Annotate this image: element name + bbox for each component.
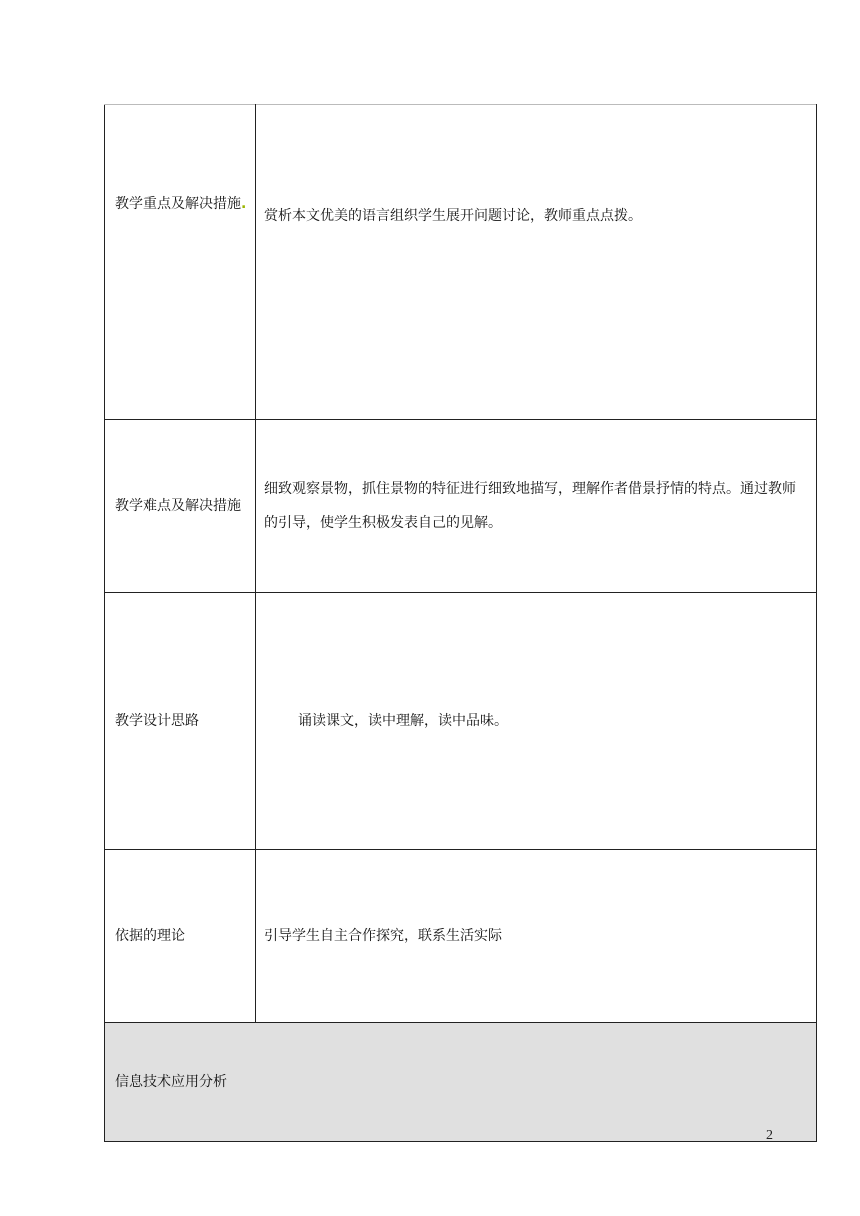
lesson-plan-table — [104, 104, 817, 1142]
content-text: 细致观察景物，抓住景物的特征进行细致地描写，理解作者借景抒情的特点。通过教师的引导，使学生积极发表自己的见解。 — [264, 481, 796, 531]
table-row-it-analysis — [105, 1023, 817, 1142]
row-content-theory: 引导学生自主合作探究，联系生活实际 — [256, 850, 817, 1023]
row-content-design-idea — [256, 593, 817, 850]
green-marker: . — [241, 196, 247, 212]
table-row-theory — [105, 850, 817, 1023]
page-number: 2 — [766, 1128, 773, 1143]
row-label-difficulties: 教学难点及解决措施 — [105, 420, 256, 593]
row-label-it-analysis: 信息技术应用分析 — [105, 1023, 817, 1142]
row-label-key-points — [105, 105, 256, 420]
row-label-theory: 依据的理论 — [105, 850, 256, 1023]
content-text: 诵读课文，读中理解，读中品味。 — [298, 713, 508, 729]
table-row-design-idea — [105, 593, 817, 850]
table-row-difficulties — [105, 420, 817, 593]
table-row-key-points — [105, 105, 817, 420]
row-content-key-points: 赏析本文优美的语言组织学生展开问题讨论，教师重点点拨。 — [256, 105, 817, 420]
row-label-design-idea: 教学设计思路 — [105, 593, 256, 850]
row-content-difficulties — [256, 420, 817, 593]
label-text: 教学重点及解决措施 — [115, 196, 241, 212]
